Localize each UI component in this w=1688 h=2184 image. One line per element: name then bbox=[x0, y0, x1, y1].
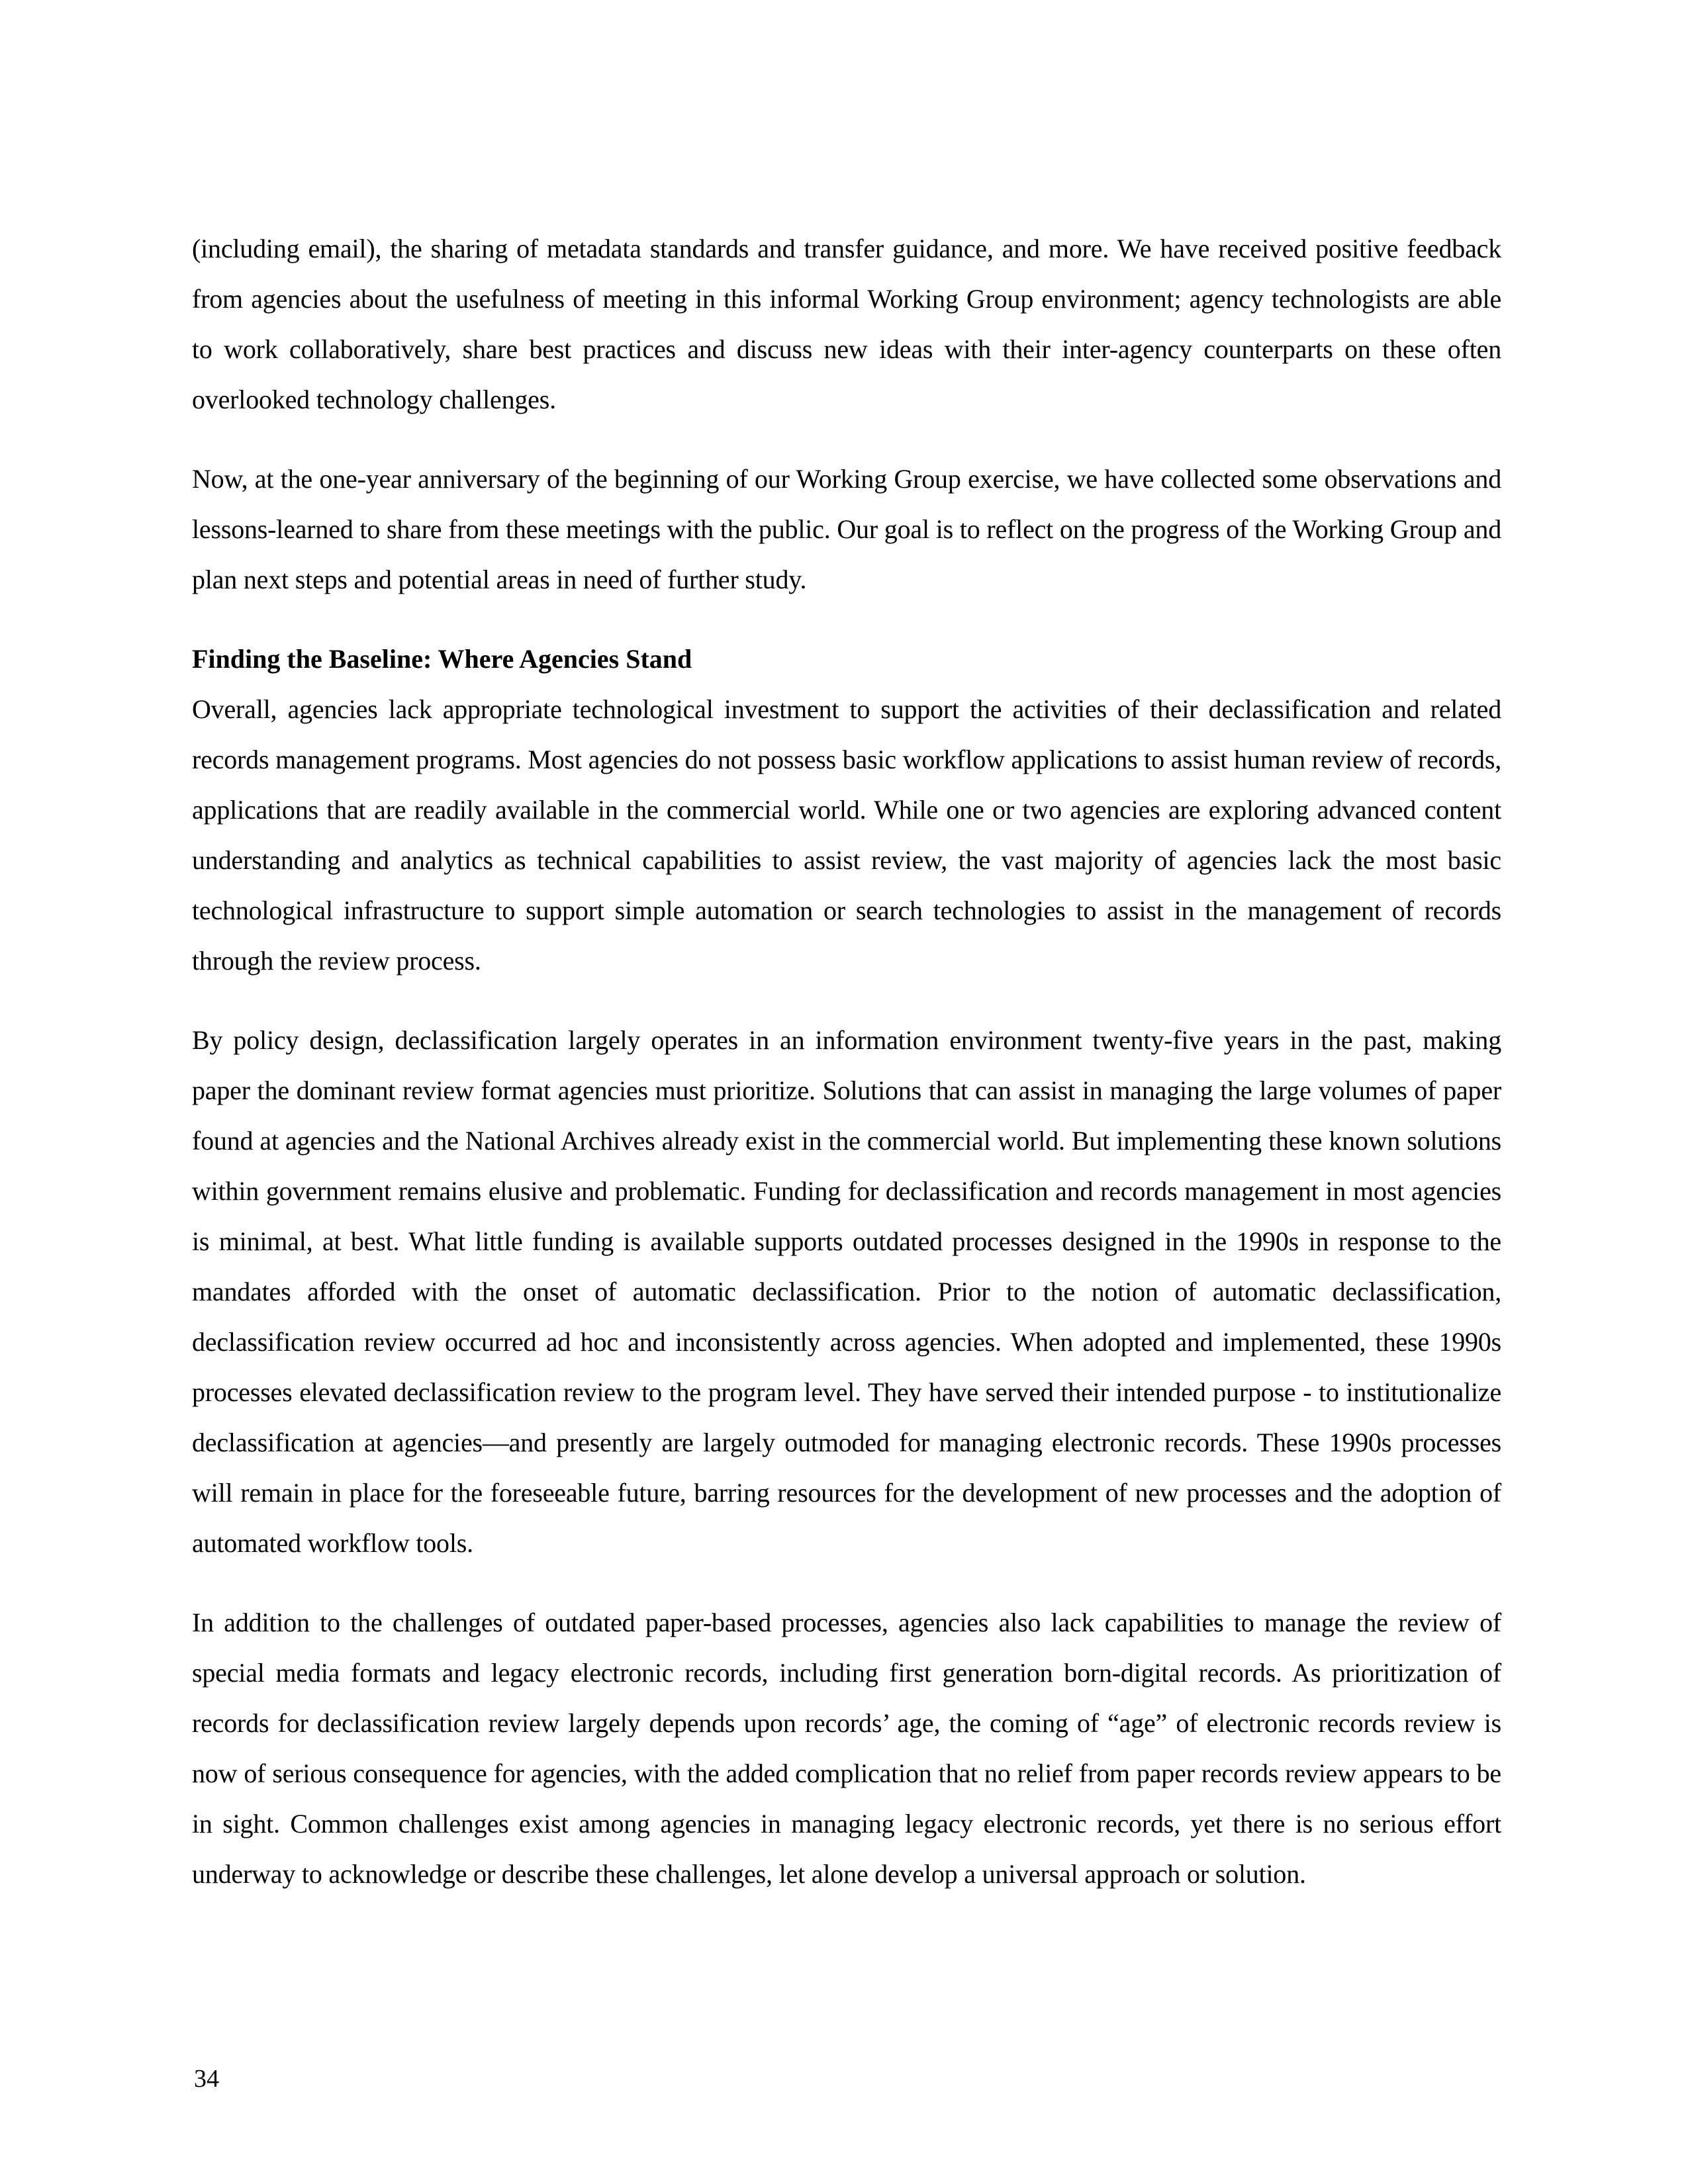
paragraph-policy-design-paper: By policy design, declassification largely operates in an information environment twenty-five years in the past, making paper the dominant review format agencies must prioritize. Solutions that can assist in managing the large volumes of paper found at agencies and the National Archives already exist in the commercial world. But implementing these known solutions within government remains elusive and problematic. Funding for declassification and records management in most agencies is minimal, at best. What little funding is available supports outdated processes designed in the 1990s in response to the mandates afforded with the onset of automatic declassification. Prior to the notion of automatic declassification, declassification review occurred ad hoc and inconsistently across agencies. When adopted and implemented, these 1990s processes elevated declassification review to the program level. They have served their intended purpose - to institutionalize declassification at agencies—and presently are largely outmoded for managing electronic records. These 1990s processes will remain in place for the foreseeable future, barring resources for the development of new processes and the adoption of automated workflow tools. bbox=[192, 1025, 1501, 1558]
paragraph-one-year-anniversary: Now, at the one-year anniversary of the beginning of our Working Group exercise, we have collected some observations and lessons-learned to share from these meetings with the public. Our goal is to reflect on the progress of the Working Group and plan next steps and potential areas in need of further study. bbox=[192, 464, 1501, 594]
paragraph-special-media-challenges: In addition to the challenges of outdated paper-based processes, agencies also lack capabilities to manage the review of special media formats and legacy electronic records, including first generation born-digital records. As prioritization of records for declassification review largely depends upon records’ age, the coming of “age” of electronic records review is now of serious consequence for agencies, with the added complication that no relief from paper records review appears to be in sight. Common challenges exist among agencies in managing legacy electronic records, yet there is no serious effort underway to acknowledge or describe these challenges, let alone develop a universal approach or solution. bbox=[192, 1608, 1501, 1889]
section-heading-finding-the-baseline: Finding the Baseline: Where Agencies Stand bbox=[192, 644, 692, 674]
text-column bbox=[192, 224, 1501, 1929]
paragraph-working-group-feedback: (including email), the sharing of metadata standards and transfer guidance, and more. We have received positive feedback from agencies about the usefulness of meeting in this informal Working Group environment; agency technologists are able to work collaboratively, share best practices and discuss new ideas with their inter-agency counterparts on these often overlooked technology challenges. bbox=[192, 234, 1501, 414]
paragraph-agencies-lack-investment: Overall, agencies lack appropriate technological investment to support the activities of their declassification and related records management programs. Most agencies do not possess basic workflow applications to assist human review of records, applications that are readily available in the commercial world. While one or two agencies are exploring advanced content understanding and analytics as technical capabilities to assist review, the vast majority of agencies lack the most basic technological infrastructure to support simple automation or search technologies to assist in the management of records through the review process. bbox=[192, 694, 1501, 976]
page-number: 34 bbox=[194, 2065, 219, 2093]
